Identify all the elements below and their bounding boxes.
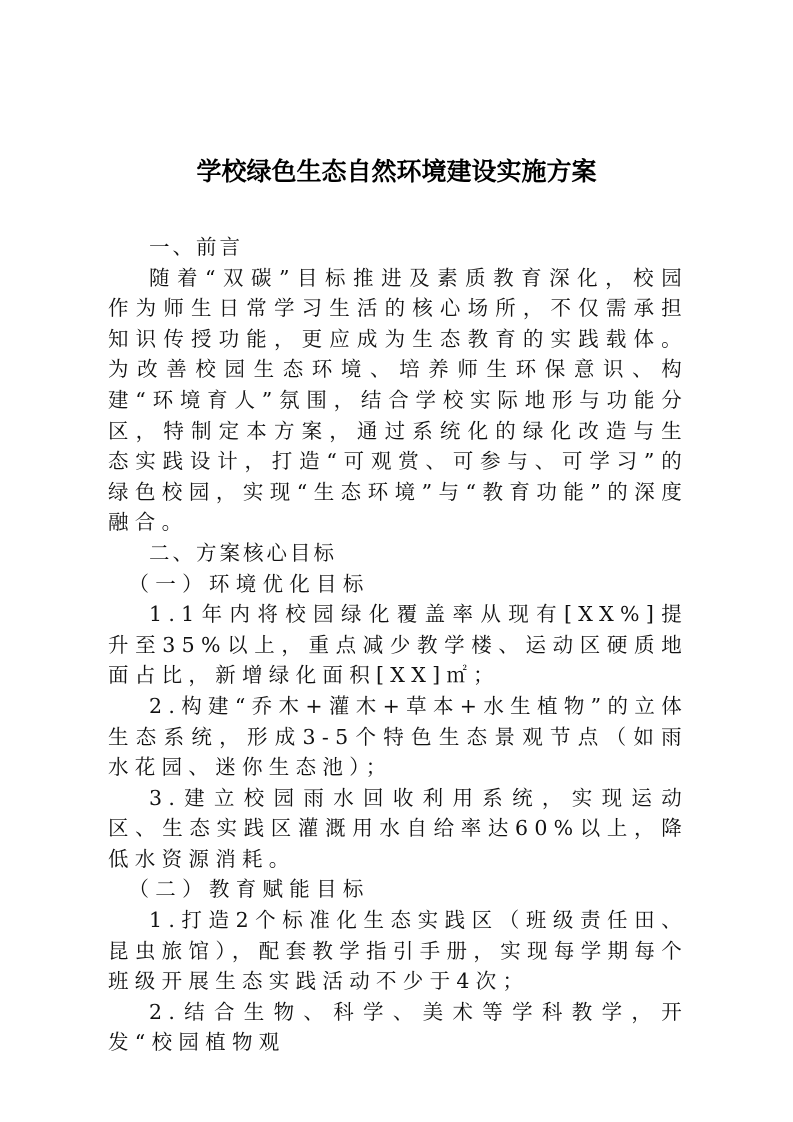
environment-goal-item: 1.1年内将校园绿化覆盖率从现有[XX%]提升至35%以上，重点减少教学楼、运动区硬质地面占比，新增绿化面积[XX]㎡； <box>108 602 688 688</box>
education-goal-item: 1.打造2个标准化生态实践区（班级责任田、昆虫旅馆），配套教学指引手册，实现每学期每个班级开展生态实践活动不少于4次； <box>108 908 688 994</box>
preface-paragraph: 随着“双碳”目标推进及素质教育深化，校园作为师生日常学习生活的核心场所，不仅需承担知识传授功能，更应成为生态教育的实践载体。为改善校园生态环境、培养师生环保意识、构建“环境育人”氛围，结合学校实际地形与功能分区，特制定本方案，通过系统化的绿化改造与生态实践设计，打造“可观赏、可参与、可学习”的绿色校园，实现“生态环境”与“教育功能”的深度融合。 <box>108 265 688 535</box>
section-heading-preface: 一、前言 <box>149 235 243 259</box>
document-title: 学校绿色生态自然环境建设实施方案 <box>196 157 597 186</box>
subsection-heading-education: （二）教育赋能目标 <box>128 877 370 902</box>
document-body <box>108 232 688 1058</box>
environment-goal-item: 2.构建“乔木+灌木+草本+水生植物”的立体生态系统，形成3-5个特色生态景观节点（如雨水花园、迷你生态池）； <box>108 693 688 780</box>
environment-goal-item: 3.建立校园雨水回收利用系统，实现运动区、生态实践区灌溉用水自给率达60%以上，降低水资源消耗。 <box>108 785 688 871</box>
subsection-heading-environment: （一）环境优化目标 <box>128 571 370 596</box>
education-goal-item: 2.结合生物、科学、美术等学科教学，开发“校园植物观 <box>108 999 688 1055</box>
section-heading-core-goals: 二、方案核心目标 <box>149 540 337 565</box>
